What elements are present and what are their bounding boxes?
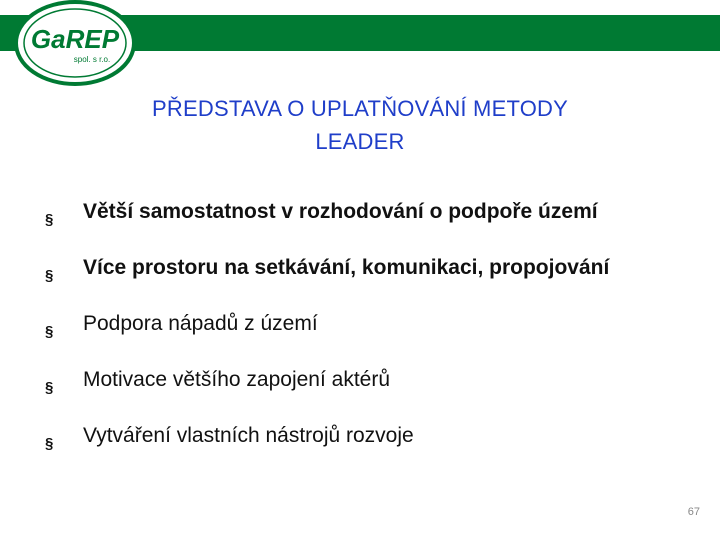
bullet-marker-icon: § bbox=[45, 267, 54, 284]
bullet-marker-icon: § bbox=[45, 211, 54, 228]
slide-title-line-2: LEADER bbox=[315, 129, 405, 154]
logo-brand-text: GaREP bbox=[30, 24, 120, 54]
page-number: 67 bbox=[687, 506, 700, 518]
bullet-item bbox=[45, 416, 715, 472]
logo-subtitle-text: spol. s r.o. bbox=[73, 55, 111, 64]
bullet-text: Více prostoru na setkávání, komunikaci, propojování bbox=[83, 256, 610, 279]
slide-title-line-1: PŘEDSTAVA O UPLATŇOVÁNÍ METODY bbox=[152, 96, 568, 121]
bullet-item bbox=[45, 304, 715, 360]
bullet-text: Větší samostatnost v rozhodování o podpoře území bbox=[83, 200, 598, 223]
bullet-list bbox=[45, 192, 715, 472]
bullet-item bbox=[45, 360, 715, 416]
bullet-marker-icon: § bbox=[45, 323, 54, 340]
bullet-marker-icon: § bbox=[45, 435, 54, 452]
slide-title bbox=[60, 92, 660, 158]
bullet-item bbox=[45, 248, 715, 304]
bullet-item bbox=[45, 192, 715, 248]
bullet-marker-icon: § bbox=[45, 379, 54, 396]
garep-logo-icon bbox=[12, 0, 138, 86]
bullet-text: Motivace většího zapojení aktérů bbox=[83, 368, 391, 391]
bullet-text: Vytváření vlastních nástrojů rozvoje bbox=[83, 424, 414, 447]
bullet-text: Podpora nápadů z území bbox=[83, 312, 318, 335]
